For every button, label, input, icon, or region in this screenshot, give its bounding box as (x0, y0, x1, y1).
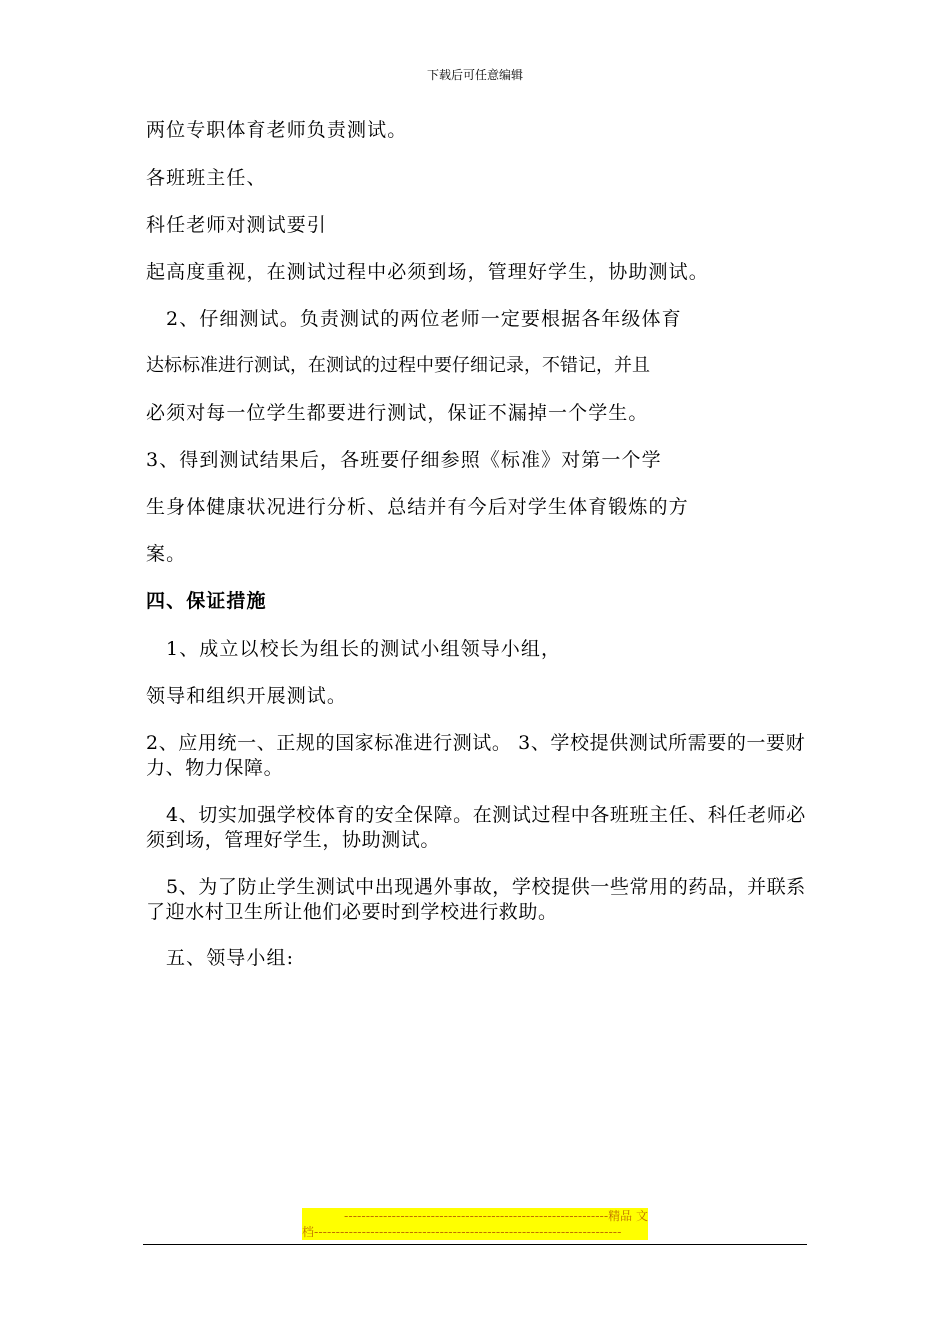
paragraph (146, 803, 806, 853)
text-line: 案。 (146, 543, 187, 565)
paragraph-text: 2、应用统一、正规的国家标准进行测试。 3、学校提供测试所需要的一要财力、物力保障。 (146, 732, 806, 779)
text-line: 达标标准进行测试，在测试的过程中要仔细记录，不错记，并且 (146, 355, 650, 376)
paragraph (146, 731, 806, 781)
footer-watermark (302, 1208, 648, 1240)
footer-line: 档----------------------------------------------------------------------- (302, 1225, 622, 1239)
text-line: 2、仔细测试。负责测试的两位老师一定要根据各年级体育 (166, 308, 682, 330)
text-line: 必须对每一位学生都要进行测试，保证不漏掉一个学生。 (146, 402, 649, 424)
text-line: 科任老师对测试要引 (146, 214, 327, 236)
text-line: 生身体健康状况进行分析、总结并有今后对学生体育锻炼的方 (146, 496, 689, 518)
text-line: 领导和组织开展测试。 (146, 685, 348, 707)
text-line: 3、得到测试结果后，各班要仔细参照《标准》对第一个学 (146, 449, 662, 471)
page-header: 下载后可任意编辑 (426, 68, 523, 82)
footer-divider (143, 1244, 807, 1245)
section-heading: 四、保证措施 (146, 590, 267, 612)
footer-line: -------------------------------------------------------------精品 文 (344, 1209, 648, 1223)
text-line: 1、成立以校长为组长的测试小组领导小组， (166, 638, 562, 660)
text-line: 各班班主任、 (146, 167, 267, 189)
paragraph-text: 5、为了防止学生测试中出现遇外事故，学校提供一些常用的药品，并联系了迎水村卫生所让他们必要时到学校进行救助。 (146, 876, 806, 923)
text-line: 两位专职体育老师负责测试。 (146, 119, 408, 141)
paragraph-text: 4、切实加强学校体育的安全保障。在测试过程中各班班主任、科任老师必须到场，管理好学生，协助测试。 (146, 804, 806, 851)
section-heading: 五、领导小组: (166, 947, 295, 969)
text-line: 起高度重视，在测试过程中必须到场，管理好学生，协助测试。 (146, 261, 709, 283)
paragraph (146, 875, 806, 925)
